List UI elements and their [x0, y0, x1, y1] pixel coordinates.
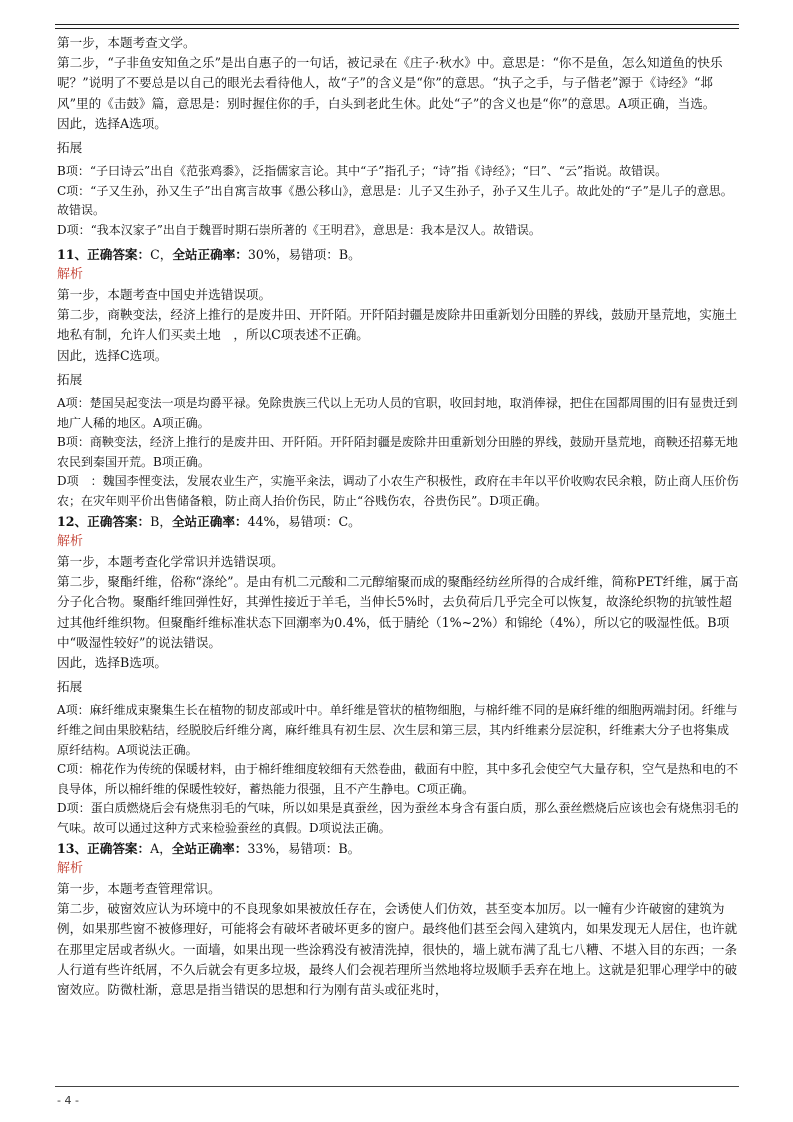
conclusion: 因此，选择B选项。 [57, 655, 168, 670]
page-number: - 4 - [57, 1094, 79, 1107]
option-c-note: C项：棉花作为传统的保暖材料，由于棉纤维细度较细有天然卷曲，截面有中腔，其中多孔会使空气大量存积，空气是热和电的不良导体，所以棉纤维的保暖性较好，蓄热能力很强，且不产生静电。C项正确。 [57, 762, 739, 796]
analysis-label: 解析 [57, 266, 84, 282]
header-rule-inner [55, 28, 739, 29]
option-c-note: C项：“子又生孙，孙又生子”出自寓言故事《愚公移山》，意思是：儿子又生孙子，孙子又生儿子。故此处的“子”是儿子的意思。故错误。 [57, 183, 733, 218]
option-d-note: D项：蛋白质燃烧后会有烧焦羽毛的气味，所以如果是真蚕丝，因为蚕丝本身含有蛋白质，那么蚕丝燃烧后应该也会有烧焦羽毛的气味。故可以通过这种方式来检验蚕丝的真假。D项说法正确。 [57, 801, 739, 835]
analysis-label: 解析 [57, 533, 84, 549]
step-two: 第二步，“子非鱼安知鱼之乐”是出自惠子的一句话，被记录在《庄子·秋水》中。意思是：“你不是鱼，怎么知道鱼的快乐呢？”说明了不要总是以自己的眼光去看待他人，故“子”的含义是“你”的意思。“执子之手，与子偕老”源于《诗经》“邶风”里的《击鼓》篇，意思是：别时握住你的手，白头到老此生休。此处“子”的含义也是“你”的意思。A项正确，当选。 [57, 55, 723, 111]
step-one: 第一步，本题考查中国史并选错误项。 [57, 287, 272, 302]
conclusion: 因此，选择C选项。 [57, 347, 168, 363]
conclusion: 因此，选择A选项。 [57, 115, 167, 131]
option-d-note: D项：“我本汉家子”出自于魏晋时期石崇所著的《王明君》，意思是：我本是汉人。故错误。 [57, 223, 541, 237]
option-a-note: A项：楚国吴起变法一项是均爵平禄。免除贵族三代以上无功人员的官职，收回封地，取消俸禄，把住在国都周围的旧有显贵迁到地广人稀的地区。A项正确。 [57, 396, 738, 430]
question-11-heading: 11、正确答案：C，全站正确率：30%，易错项：B。 [57, 246, 361, 262]
step-two: 第二步，破窗效应认为环境中的不良现象如果被放任存在，会诱使人们仿效，甚至变本加厉。以一幢有少许破窗的建筑为例，如果那些窗不被修理好，可能将会有破坏者破坏更多的窗户。最终他们甚至会闯入建筑内，如果发现无人居住，也许就在那里定居或者纵火。一面墙，如果出现一些涂鸦没有被清洗掉，很快的，墙上就布满了乱七八糟、不堪入目的东西；一条人行道有些许纸屑，不久后就会有更多垃圾，最终人们会视若理所当然地将垃圾顺手丢弃在地上。这就是犯罪心理学中的破窗效应。防微杜渐，意思是指当错误的思想和行为刚有苗头或征兆时， [57, 901, 738, 997]
step-one: 第一步，本题考查化学常识并选错误项。 [57, 553, 284, 569]
option-b-note: B项：商鞅变法，经济上推行的是废井田、开阡陌。开阡陌封疆是废除井田重新划分田塍的界线，鼓励开垦荒地，商鞅还招募无地农民到秦国开荒。B项正确。 [57, 435, 738, 469]
extension-label: 拓展 [57, 371, 83, 387]
step-one: 第一步，本题考查文学。 [57, 35, 196, 50]
header-rule [55, 24, 739, 25]
analysis-label: 解析 [57, 860, 84, 876]
option-d-note: D项 ：魏国李悝变法，发展农业生产，实施平籴法，调动了小农生产积极性，政府在丰年以平价收购农民余粮，防止商人压价伤农；在灾年则平价出售储备粮，防止商人抬价伤民，防止“谷贱伤农，谷贵伤民”。D项正确。 [57, 474, 739, 508]
page-content [57, 33, 739, 1000]
extension-label: 拓展 [57, 140, 83, 156]
footer-rule [55, 1086, 739, 1087]
extension-label: 拓展 [57, 679, 83, 695]
question-12-heading: 12、正确答案：B，全站正确率：44%，易错项：C。 [57, 513, 361, 529]
option-b-note: B项：“子曰诗云”出自《范张鸡黍》，泛指儒家言论。其中“子”指孔子；“诗”指《诗经》；“曰”、“云”指说。故错误。 [57, 164, 668, 179]
step-two: 第二步，商鞅变法，经济上推行的是废井田、开阡陌。开阡陌封疆是废除井田重新划分田塍的界线，鼓励开垦荒地，实施土地私有制，允许人们买卖土地 ，所以C项表述不正确。 [57, 307, 738, 343]
step-one: 第一步，本题考查管理常识。 [57, 880, 221, 896]
option-a-note: A项：麻纤维成束聚集生长在植物的韧皮部或叶中。单纤维是管状的植物细胞，与棉纤维不同的是麻纤维的细胞两端封闭。纤维与纤维之间由果胶粘结，经脱胶后纤维分离，麻纤维具有初生层、次生层和第三层，其内纤维素分层淀积，纤维素大分子也将集成原纤结构。A项说法正确。 [57, 703, 738, 757]
step-two: 第二步，聚酯纤维，俗称“涤纶”。是由有机二元酸和二元醇缩聚而成的聚酯经纺丝所得的合成纤维，简称PET纤维，属于高分子化合物。聚酯纤维回弹性好，其弹性接近于羊毛，当伸长5%时，去负荷后几乎完全可以恢复，故涤纶织物的抗皱性超过其他纤维织物。但聚酯纤维标准状态下回潮率为0.4%，低于腈纶（1%~2%）和锦纶（4%），所以它的吸湿性低。B项中“吸湿性较好”的说法错误。 [57, 574, 739, 650]
question-13-heading: 13、正确答案：A，全站正确率：33%，易错项：B。 [57, 840, 361, 856]
